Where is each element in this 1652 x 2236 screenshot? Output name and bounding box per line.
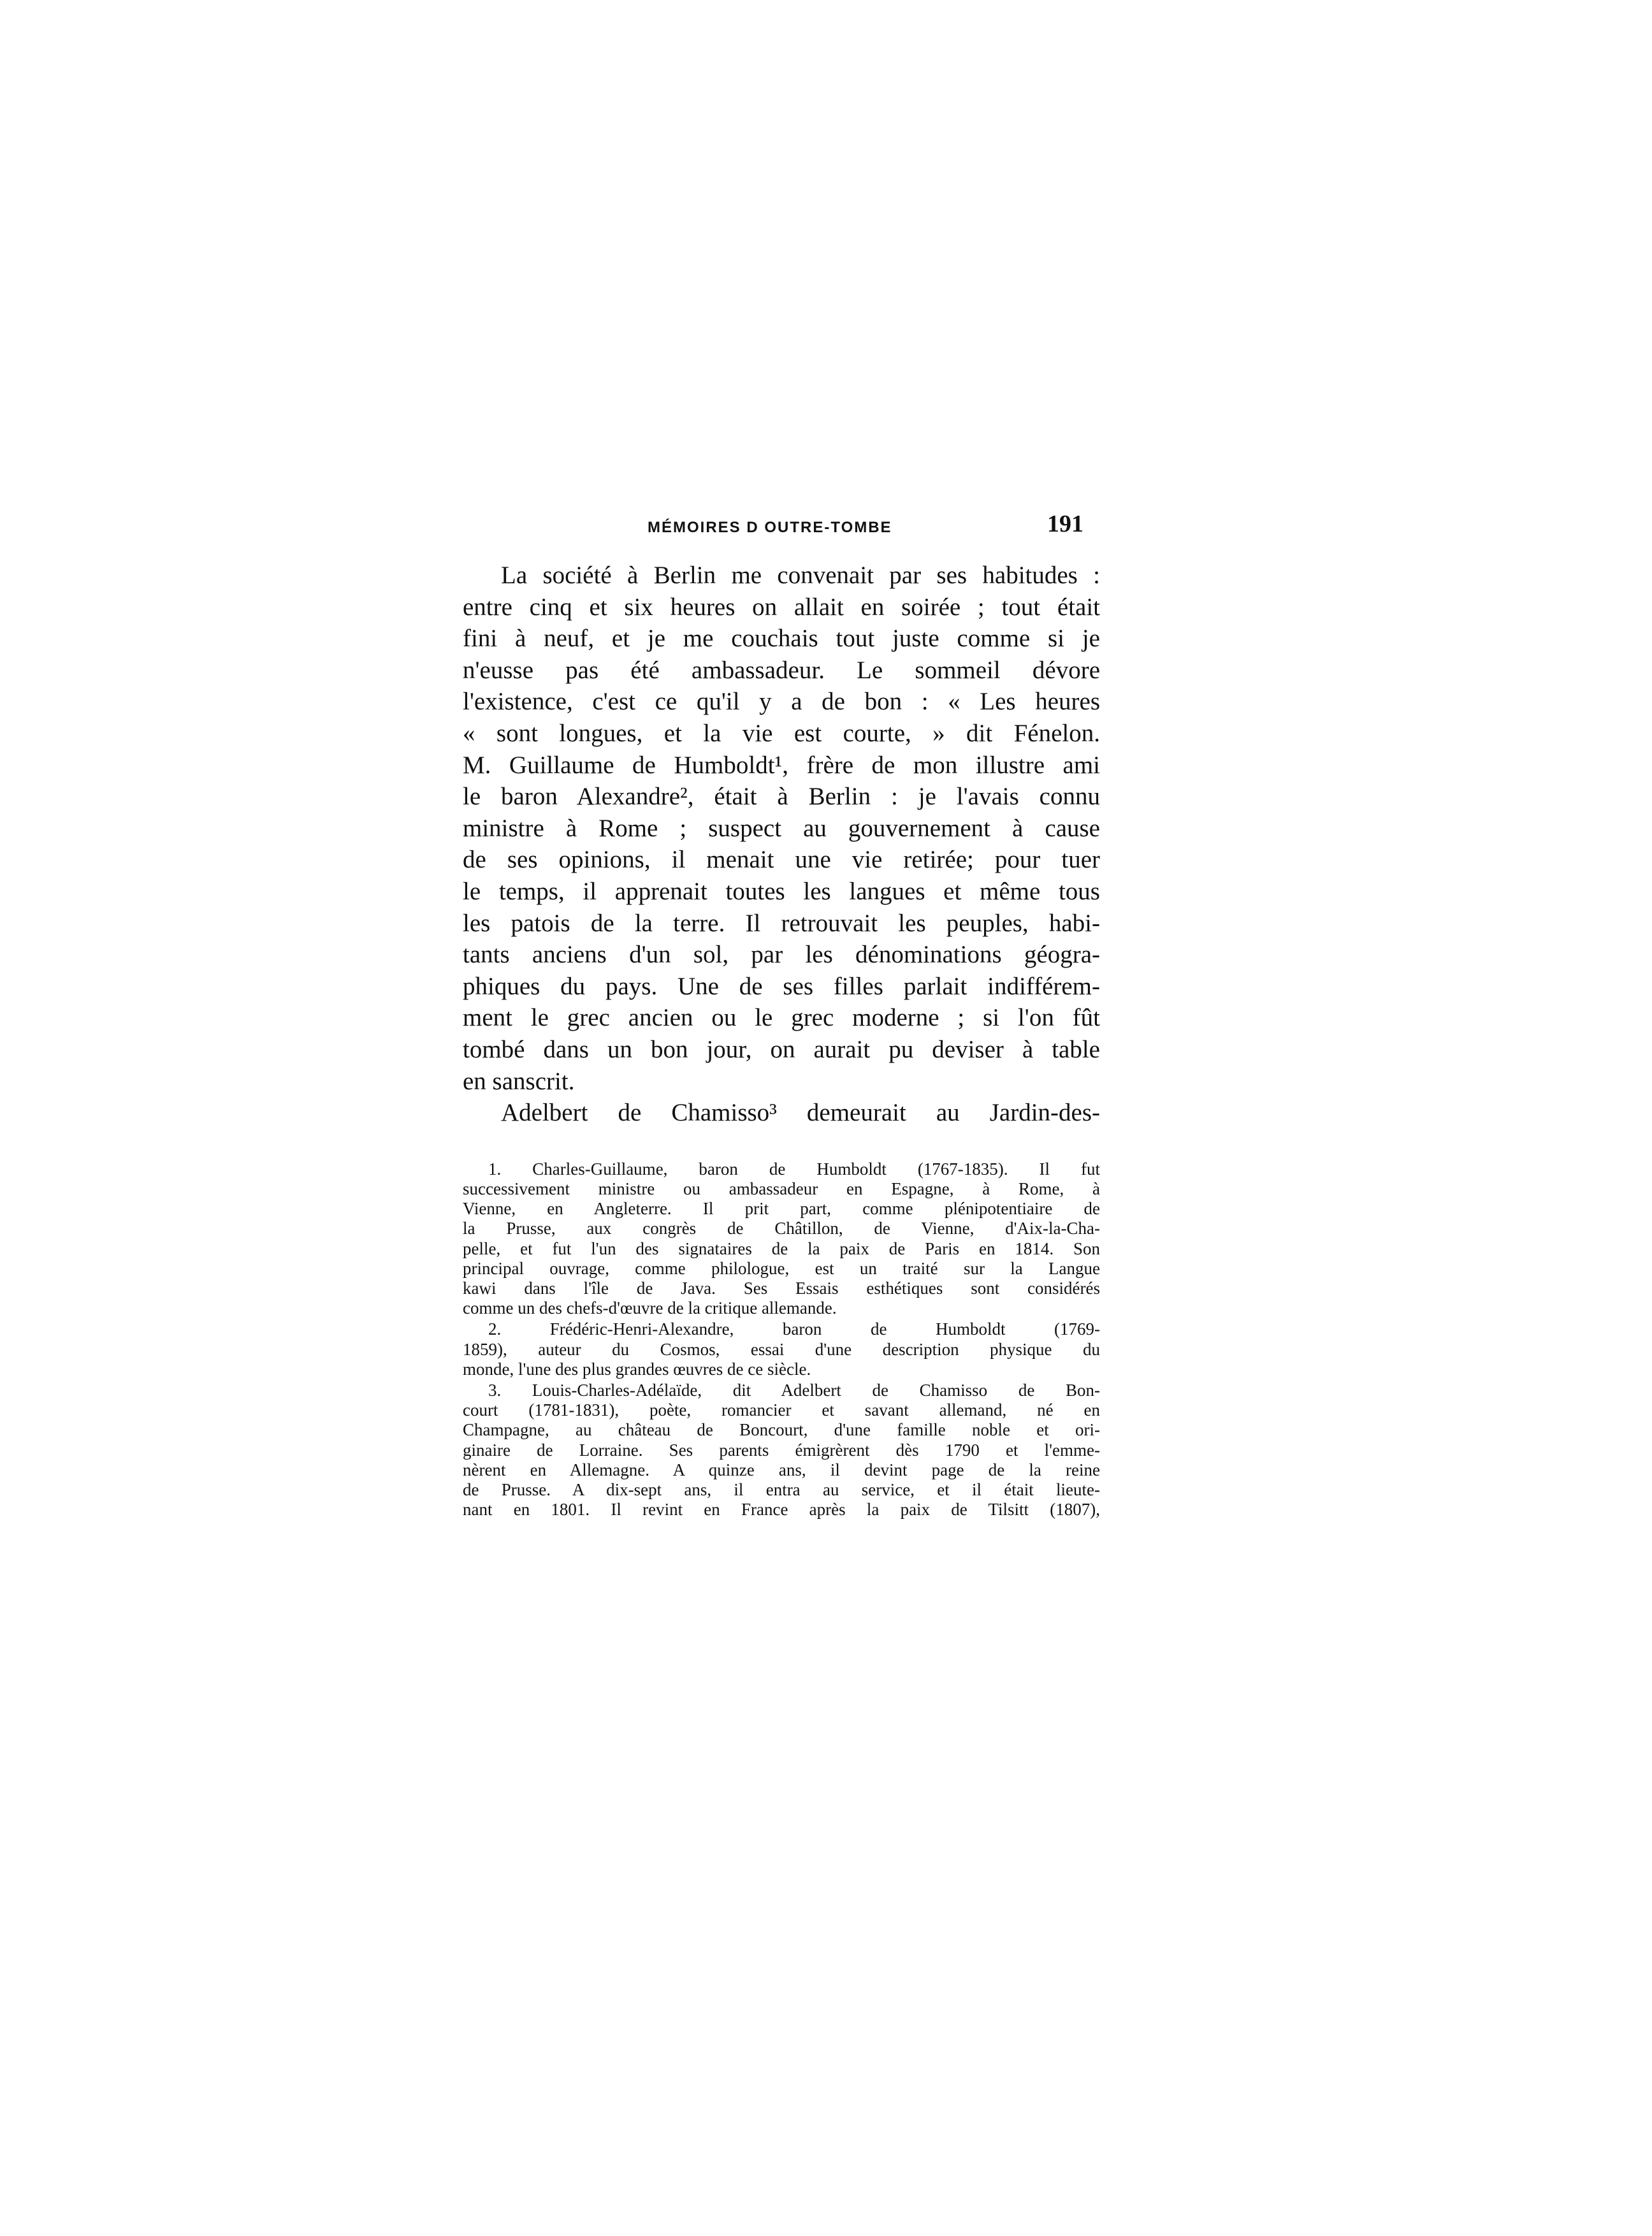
body-text	[463, 560, 1100, 1129]
footnote-line: ginaire de Lorraine. Ses parents émigrèrent dès 1790 et l'emme-	[463, 1440, 1100, 1460]
text-line: le baron Alexandre², était à Berlin : je l'avais connu	[463, 783, 1100, 811]
footnote-3	[463, 1381, 1100, 1520]
footnote-line: Champagne, au château de Boncourt, d'une famille noble et ori-	[463, 1420, 1100, 1440]
footnote-line: 3. Louis-Charles-Adélaïde, dit Adelbert de Chamisso de Bon-	[488, 1380, 1100, 1400]
footnote-line: Vienne, en Angleterre. Il prit part, comme plénipotentiaire de	[463, 1199, 1100, 1219]
book-page	[463, 510, 1100, 1521]
footnote-line: 2. Frédéric-Henri-Alexandre, baron de Humboldt (1769-	[488, 1319, 1100, 1339]
footnote-line: de Prusse. A dix-sept ans, il entra au service, et il était lieute-	[463, 1479, 1100, 1499]
paragraph-1	[463, 560, 1100, 1097]
footnote-line: 1. Charles-Guillaume, baron de Humboldt (1767-1835). Il fut	[488, 1159, 1100, 1179]
text-line: tombé dans un bon jour, on aurait pu deviser à table	[463, 1035, 1100, 1063]
text-line: Adelbert de Chamisso³ demeurait au Jardin-des-	[501, 1099, 1100, 1127]
text-line: de ses opinions, il menait une vie retirée; pour tuer	[463, 846, 1100, 874]
footnote-line: nèrent en Allemagne. A quinze ans, il devint page de la reine	[463, 1460, 1100, 1479]
text-line: fini à neuf, et je me couchais tout juste comme si je	[463, 625, 1100, 653]
footnote-line: court (1781-1831), poète, romancier et savant allemand, né en	[463, 1400, 1100, 1420]
text-line: l'existence, c'est ce qu'il y a de bon : « Les heures	[463, 688, 1100, 716]
footnotes	[463, 1159, 1100, 1520]
footnote-line: kawi dans l'île de Java. Ses Essais esthétiques sont considérés	[463, 1278, 1100, 1298]
text-line: en sanscrit.	[463, 1067, 575, 1095]
text-line: ministre à Rome ; suspect au gouvernement à cause	[463, 814, 1100, 842]
running-head	[463, 510, 1100, 548]
paragraph-2	[463, 1097, 1100, 1129]
footnote-line: la Prusse, aux congrès de Châtillon, de Vienne, d'Aix-la-Cha-	[463, 1219, 1100, 1238]
footnote-line: monde, l'une des plus grandes œuvres de ce siècle.	[463, 1359, 811, 1379]
text-line: n'eusse pas été ambassadeur. Le sommeil dévore	[463, 656, 1100, 684]
text-line: ment le grec ancien ou le grec moderne ; si l'on fût	[463, 1004, 1100, 1032]
text-line: « sont longues, et la vie est courte, » dit Fénelon.	[463, 719, 1100, 747]
footnote-1	[463, 1159, 1100, 1319]
footnote-line: successivement ministre ou ambassadeur en Espagne, à Rome, à	[463, 1179, 1100, 1198]
footnote-line: comme un des chefs-d'œuvre de la critique allemande.	[463, 1298, 837, 1318]
page-number: 191	[1047, 511, 1083, 537]
footnote-line: principal ouvrage, comme philologue, est un traité sur la Langue	[463, 1258, 1100, 1278]
running-title: MÉMOIRES D OUTRE-TOMBE	[648, 519, 892, 536]
text-line: le temps, il apprenait toutes les langues et même tous	[463, 877, 1100, 905]
text-line: entre cinq et six heures on allait en soirée ; tout était	[463, 593, 1100, 621]
text-line: les patois de la terre. Il retrouvait les peuples, habi-	[463, 909, 1100, 937]
footnote-2	[463, 1319, 1100, 1379]
text-line: tants anciens d'un sol, par les dénominations géogra-	[463, 941, 1100, 969]
footnote-line: 1859), auteur du Cosmos, essai d'une description physique du	[463, 1339, 1100, 1359]
footnote-line: nant en 1801. Il revint en France après la paix de Tilsitt (1807),	[463, 1500, 1100, 1520]
text-line: La société à Berlin me convenait par ses habitudes :	[501, 562, 1100, 589]
footnote-line: pelle, et fut l'un des signataires de la paix de Paris en 1814. Son	[463, 1238, 1100, 1258]
text-line: M. Guillaume de Humboldt¹, frère de mon illustre ami	[463, 751, 1100, 779]
text-line: phiques du pays. Une de ses filles parlait indifférem-	[463, 972, 1100, 1000]
